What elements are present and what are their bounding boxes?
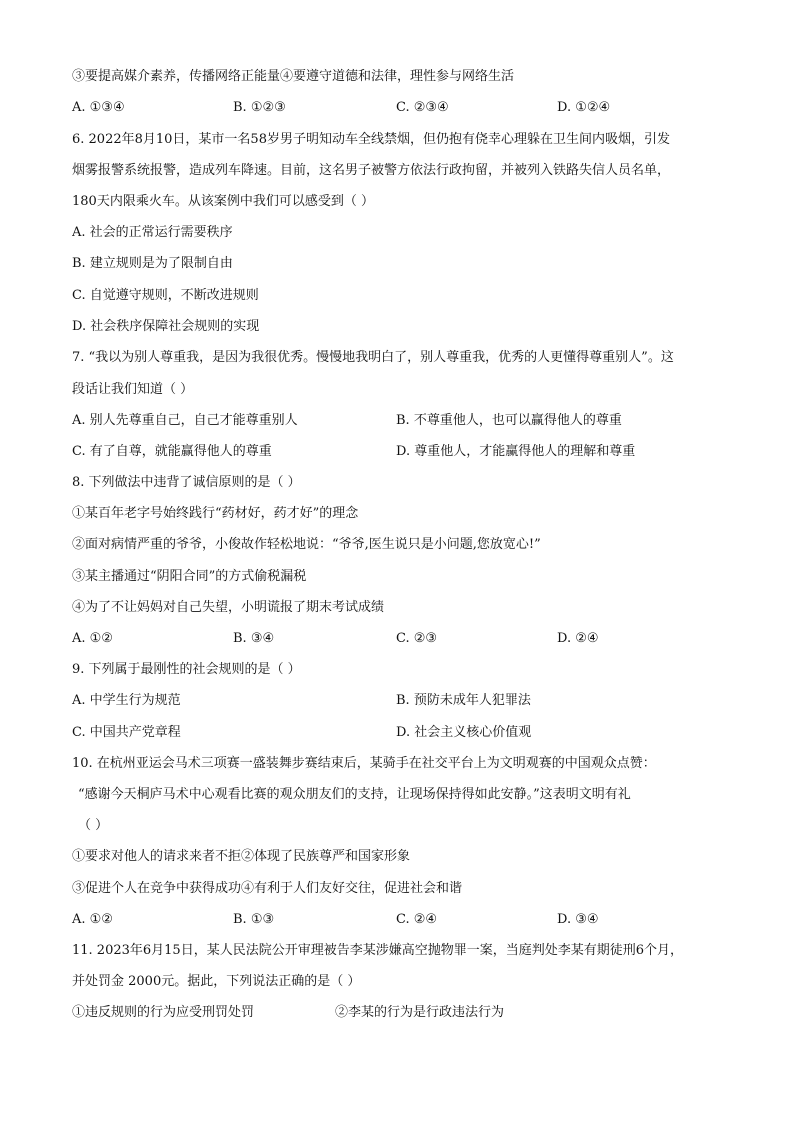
q11-stem-line-1: 11. 2023年6月15日，某人民法院公开审理被告李某涉嫌高空抛物罪一案，当庭判处李某有期徒刑6个月， [72, 943, 683, 958]
q7-stem-line-2: 段话让我们知道（ ） [72, 382, 194, 397]
q10-stem-line-3: （ ） [78, 818, 109, 833]
q9-option-c: C. 中国共产党章程 [72, 725, 181, 740]
q7-option-d: D. 尊重他人，才能赢得他人的理解和尊重 [396, 444, 636, 459]
q8-option-d: D. ②④ [557, 631, 599, 646]
q10-option-c: C. ②④ [396, 912, 438, 927]
q11-stem-line-2: 并处罚金 2000元。据此，下列说法正确的是（ ） [72, 974, 361, 989]
q5-option-c: C. ②③④ [396, 100, 449, 115]
q6-stem-line-1: 6. 2022年8月10日，某市一名58岁男子明知动车全线禁烟，但仍抱有侥幸心理躲在卫生间内吸烟，引发 [72, 132, 670, 147]
q8-option-c: C. ②③ [396, 631, 438, 646]
q9-option-a: A. 中学生行为规范 [72, 693, 181, 708]
q10-option-d: D. ③④ [557, 912, 599, 927]
q5-option-a: A. ①③④ [72, 100, 125, 115]
q10-option-b: B. ①③ [233, 912, 275, 927]
q10-option-a: A. ①② [72, 912, 113, 927]
q9-stem: 9. 下列属于最刚性的社会规则的是（ ） [72, 662, 301, 677]
q9-option-b: B. 预防未成年人犯罪法 [396, 693, 531, 708]
q9-option-d: D. 社会主义核心价值观 [396, 725, 532, 740]
q6-option-c: C. 自觉遵守规则，不断改进规则 [72, 288, 259, 303]
q5-option-b: B. ①②③ [233, 100, 286, 115]
q6-stem-line-3: 180天内限乘火车。从该案例中我们可以感受到（ ） [72, 194, 374, 209]
q8-statement-3: ③某主播通过“阴阳合同”的方式偷税漏税 [72, 569, 307, 584]
q7-stem-line-1: 7. “我以为别人尊重我，是因为我很优秀。慢慢地我明白了，别人尊重我，优秀的人更懂得尊重别人”。这 [72, 350, 674, 365]
q7-option-c: C. 有了自尊，就能赢得他人的尊重 [72, 444, 272, 459]
q8-stem: 8. 下列做法中违背了诚信原则的是（ ） [72, 475, 301, 490]
q6-option-a: A. 社会的正常运行需要秩序 [72, 225, 233, 240]
q5-option-d: D. ①②④ [557, 100, 611, 115]
q8-statement-1: ①某百年老字号始终践行“药材好，药才好”的理念 [72, 506, 359, 521]
q8-statement-2: ②面对病情严重的爷爷，小俊故作轻松地说：“爷爷,医生说只是小问题,您放宽心!” [72, 537, 541, 552]
q6-option-b: B. 建立规则是为了限制自由 [72, 256, 233, 271]
q8-option-a: A. ①② [72, 631, 113, 646]
q10-stem-line-1: 10. 在杭州亚运会马术三项赛一盛装舞步赛结束后，某骑手在社交平台上为文明观赛的中国观众点赞： [72, 756, 656, 771]
q6-option-d: D. 社会秩序保障社会规则的实现 [72, 319, 260, 334]
q7-option-b: B. 不尊重他人，也可以赢得他人的尊重 [396, 413, 622, 428]
q8-statement-4: ④为了不让妈妈对自己失望，小明谎报了期末考试成绩 [72, 600, 385, 615]
q10-statement-1: ①要求对他人的请求来者不拒②体现了民族尊严和国家形象 [72, 849, 411, 864]
q11-statement-1: ①违反规则的行为应受刑罚处罚 [72, 1005, 255, 1020]
q10-statement-2: ③促进个人在竞争中获得成功④有利于人们友好交往，促进社会和谐 [72, 881, 463, 896]
q5-statement-line: ③要提高媒介素养，传播网络正能量④要遵守道德和法律，理性参与网络生活 [72, 69, 515, 84]
q11-statement-2: ②李某的行为是行政违法行为 [335, 1005, 505, 1020]
q6-stem-line-2: 烟雾报警系统报警，造成列车降速。目前，这名男子被警方依法行政拘留，并被列入铁路失信人员名单， [72, 163, 671, 178]
q7-option-a: A. 别人先尊重自己，自己才能尊重别人 [72, 413, 298, 428]
q8-option-b: B. ③④ [233, 631, 275, 646]
q10-stem-line-2: “感谢今天桐庐马术中心观看比赛的观众朋友们的支持，让现场保持得如此安静。”这表明文明有礼 [78, 787, 631, 802]
